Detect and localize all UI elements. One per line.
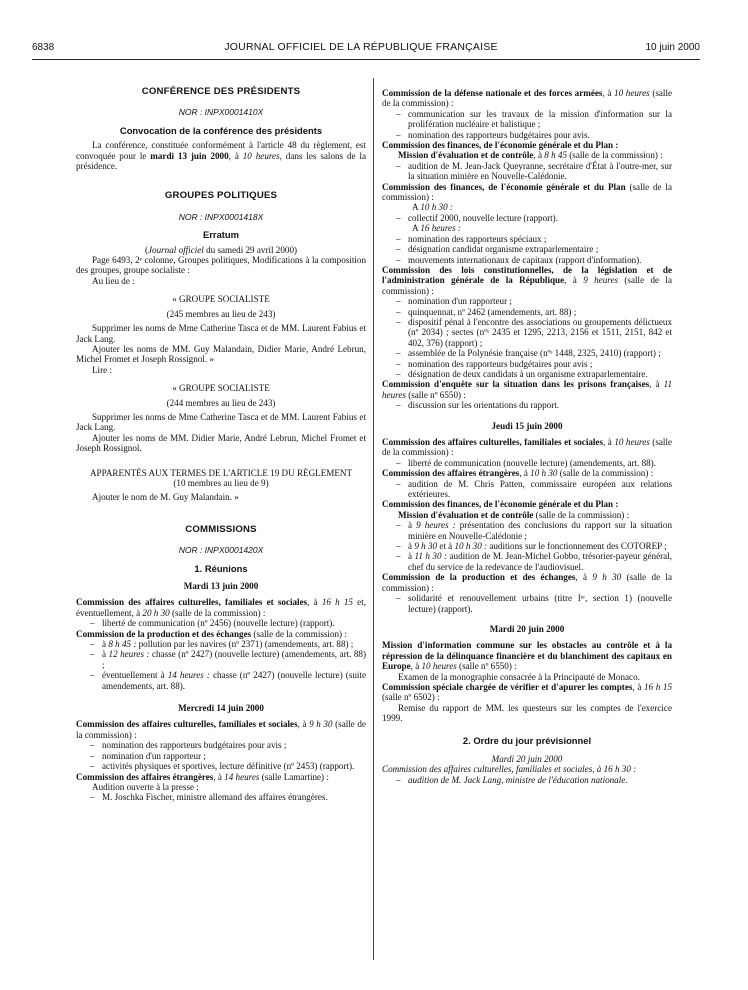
meeting-entry: Commission spéciale chargée de vérifier et d'apurer les comptes, à 16 h 15 (salle nº 6502) : <box>382 681 673 703</box>
nor-reference: NOR : INPX0001410X <box>178 107 264 118</box>
paragraph: Ajouter les noms de MM. Guy Malandain, Didier Marie, André Lebrun, Michel Fromet et Joseph Rossignol. » <box>76 343 366 365</box>
paragraph: Ajouter les noms de MM. Didier Marie, André Lebrun, Michel Fromet et Joseph Rossignol. <box>76 432 366 454</box>
nor-reference: NOR : INPX0001420X <box>178 545 264 556</box>
meeting-entry: Commission de la production et des échanges (salle de la commission) : <box>76 628 347 639</box>
paragraph: Audition ouverte à la presse : <box>92 781 199 792</box>
list-item: – nomination des rapporteurs budgétaires pour avis ; <box>398 359 672 369</box>
list-item: – discussion sur les orientations du rapport. <box>398 400 672 410</box>
meeting-entry: Commission des finances, de l'économie générale et du Plan : <box>382 140 619 151</box>
list-item: – à 12 heures : chasse (nº 2427) (nouvelle lecture) (amendements, art. 88) ; <box>92 649 366 670</box>
agenda-list <box>382 161 672 182</box>
day-heading: Mardi 13 juin 2000 <box>183 581 259 591</box>
time-label: A 10 h 30 : <box>412 202 453 213</box>
agenda-list <box>76 792 366 802</box>
meeting-entry: Mission d'information commune sur les obstacles au contrôle et à la répression de la délinquance financière et du blanchiment des capitaux en Europe, à 10 heures (salle nº 6550) : <box>382 640 672 672</box>
agenda-list <box>382 593 672 614</box>
convocation-text: La conférence, constituée conformément à l'article 48 du règlement, est convoquée pour le mardi 13 juin 2000, à 10 heures, dans les salons de la présidence. <box>76 140 367 172</box>
page-reference: Page 6493, 2ᵉ colonne, Groupes politiques, Modifications à la composition des groupes, groupe socialiste : <box>76 255 366 276</box>
header-rule <box>32 59 700 60</box>
list-item: – nomination des rapporteurs budgétaires pour avis. <box>398 130 672 140</box>
list-item: – nomination d'un rapporteur ; <box>92 751 366 761</box>
agenda-list <box>382 296 672 379</box>
list-item: – à 9 heures : présentation des conclusions du rapport sur la situation minière en Nouvelle-Calédonie ; <box>398 520 672 541</box>
list-item: – à 9 h 30 et à 10 h 30 : auditions sur le fonctionnement des COTOREP ; <box>398 541 672 551</box>
list-item: – dispositif pénal à l'encontre des associations ou groupements délictueux (nº 2034) ; sectes (nºˢ 2435 et 1295, 2213, 2156 et 1511, 2151, 842 et 402, 376) (rapport) ; <box>398 317 672 348</box>
paragraph: Supprimer les noms de Mme Catherine Tasca et de MM. Laurent Fabius et Jack Lang. <box>76 411 366 433</box>
agenda-list <box>382 479 672 500</box>
group-heading: « GROUPE SOCIALISTE <box>172 383 270 394</box>
odj-date: Mardi 20 juin 2000 <box>491 753 563 764</box>
paragraph: Ajouter le nom de M. Guy Malandain. » <box>92 492 239 503</box>
agenda-list <box>382 520 672 572</box>
erratum-heading: Erratum <box>203 229 239 241</box>
meeting-entry: Commission des affaires étrangères, à 10 h 30 (salle de la commission) : <box>382 468 654 479</box>
au-lieu-label: Au lieu de : <box>92 275 135 286</box>
section-title-groupes: GROUPES POLITIQUES <box>164 190 278 202</box>
sub-entry: Mission d'évaluation et de contrôle, à 8 h 45 (salle de la commission) : <box>398 150 663 161</box>
day-heading: Jeudi 15 juin 2000 <box>491 420 563 431</box>
paragraph: Remise du rapport de MM. les questeurs sur les comptes de l'exercice 1999. <box>382 702 672 724</box>
agenda-list <box>76 618 366 628</box>
meeting-entry: Commission des lois constitutionnelles, de la législation et de l'administration générale de la République, à 9 heures (salle de la commission) : <box>382 264 672 296</box>
list-item: – nomination d'un rapporteur ; <box>398 296 672 306</box>
list-item: – audition de M. Jean-Jack Queyranne, secrétaire d'État à l'outre-mer, sur la situation minière en Nouvelle-Calédonie. <box>398 161 672 182</box>
list-item: – à 11 h 30 : audition de M. Jean-Michel Gobbo, trésorier-payeur général, chef du service de la redevance de l'audiovisuel. <box>398 551 672 572</box>
list-item: – audition de M. Jack Lang, ministre de l'éducation nationale. <box>398 775 672 785</box>
list-item: – activités physiques et sportives, lecture définitive (nº 2453) (rapport). <box>92 761 366 771</box>
list-item: – éventuellement à 14 heures : chasse (nº 2427) (nouvelle lecture) (suite amendements, art. 88). <box>92 670 366 691</box>
agenda-list <box>382 458 672 468</box>
list-item: – à 8 h 45 : pollution par les navires (nº 2371) (amendements, art. 88) ; <box>92 639 366 649</box>
agenda-list <box>76 639 366 691</box>
section-title-commissions: COMMISSIONS <box>185 523 257 535</box>
list-item: – mouvements internationaux de capitaux (rapport d'information). <box>398 255 672 265</box>
day-heading: Mercredi 14 juin 2000 <box>178 703 264 714</box>
reunions-heading: 1. Réunions <box>194 562 248 574</box>
list-item: – M. Joschka Fischer, ministre allemand des affaires étrangères. <box>92 792 366 802</box>
ordre-du-jour-heading: 2. Ordre du jour prévisionnel <box>462 734 592 746</box>
list-item: – désignation de deux candidats à un organisme extraparlementaire. <box>398 369 672 379</box>
left-column <box>76 80 366 803</box>
apparentes-count: (10 membres au lieu de 9) <box>173 477 269 488</box>
journal-title: JOURNAL OFFICIEL DE LA RÉPUBLIQUE FRANÇAISE <box>224 41 498 53</box>
agenda-list <box>382 775 672 785</box>
page-header <box>22 40 700 56</box>
lire-label: Lire : <box>92 364 112 375</box>
convocation-heading: Convocation de la conférence des présidents <box>119 124 323 136</box>
meeting-entry: Commission des finances, de l'économie générale et du Plan (salle de la commission) : <box>382 181 672 203</box>
time-label: A 16 heures : <box>412 223 461 234</box>
list-item: – nomination des rapporteurs budgétaires pour avis ; <box>92 740 366 750</box>
meeting-entry: Commission des affaires culturelles, familiales et sociales, à 16 h 15 et, éventuellement, à 20 h 30 (salle de la commission) : <box>76 597 367 618</box>
paragraph: Examen de la monographie consacrée à la Principauté de Monaco. <box>398 671 640 682</box>
list-item: – audition de M. Chris Patten, commissaire européen aux relations extérieures. <box>398 479 672 500</box>
list-item: – collectif 2000, nouvelle lecture (rapport). <box>398 213 672 223</box>
apparentes-heading: APPARENTÉS AUX TERMES DE L'ARTICLE 19 DU RÈGLEMENT <box>89 467 353 478</box>
list-item: – communication sur les travaux de la mission d'information sur la prolifération nucléaire et balistique ; <box>398 109 672 130</box>
meeting-entry: Commission des affaires culturelles, familiales et sociales, à 9 h 30 (salle de la commission) : <box>76 719 367 740</box>
list-item: – quinquennat, nº 2462 (amendements, art. 88) ; <box>398 307 672 317</box>
list-item: – solidarité et renouvellement urbains (titre Iᵉʳ, section 1) (nouvelle lecture) (rapport). <box>398 593 672 614</box>
section-title-conference: CONFÉRENCE DES PRÉSIDENTS <box>141 86 301 97</box>
list-item: – liberté de communication (nouvelle lecture) (amendements, art. 88). <box>398 458 672 468</box>
agenda-list <box>382 109 672 140</box>
column-divider <box>373 78 374 960</box>
meeting-entry: Commission des affaires étrangères, à 14 heures (salle Lamartine) : <box>76 771 329 782</box>
meeting-entry: Commission des affaires culturelles, familiales et sociales, à 10 heures (salle de la commission) : <box>382 437 673 458</box>
member-count: (245 membres au lieu de 243) <box>166 308 276 319</box>
meeting-entry: Commission de la production et des échanges, à 9 h 30 (salle de la commission) : <box>382 572 672 593</box>
meeting-entry: Commission des affaires culturelles, familiales et sociales, à 16 h 30 : <box>382 764 637 775</box>
meeting-entry: Commission des finances, de l'économie générale et du Plan : <box>382 499 619 510</box>
list-item: – liberté de communication (nº 2456) (nouvelle lecture) (rapport). <box>92 618 366 628</box>
meeting-entry: Commission d'enquête sur la situation dans les prisons françaises, à 11 heures (salle nº 6550) : <box>382 379 672 400</box>
paragraph: Supprimer les noms de Mme Catherine Tasca et de MM. Laurent Fabius et Jack Lang. <box>76 323 366 344</box>
agenda-list <box>76 740 366 771</box>
right-column <box>382 80 672 785</box>
group-heading: « GROUPE SOCIALISTE <box>172 294 270 305</box>
jo-reference: (Journal officiel du samedi 29 avril 2000) <box>144 244 298 255</box>
agenda-list <box>382 400 672 410</box>
issue-date: 10 juin 2000 <box>645 42 700 53</box>
agenda-list <box>382 213 672 223</box>
member-count: (244 membres au lieu de 243) <box>166 397 276 408</box>
sub-entry: Mission d'évaluation et de contrôle (salle de la commission) : <box>398 509 630 520</box>
list-item: – nomination des rapporteurs spéciaux ; <box>398 234 672 244</box>
meeting-entry: Commission de la défense nationale et des forces armées, à 10 heures (salle de la commission) : <box>382 88 673 109</box>
list-item: – désignation candidat organisme extraparlementaire ; <box>398 244 672 254</box>
day-heading: Mardi 20 juin 2000 <box>489 623 565 634</box>
page-number: 6838 <box>32 42 55 53</box>
list-item: – assemblée de la Polynésie française (nºˢ 1448, 2325, 2410) (rapport) ; <box>398 348 672 358</box>
nor-reference: NOR : INPX0001418X <box>178 211 264 222</box>
agenda-list <box>382 234 672 265</box>
